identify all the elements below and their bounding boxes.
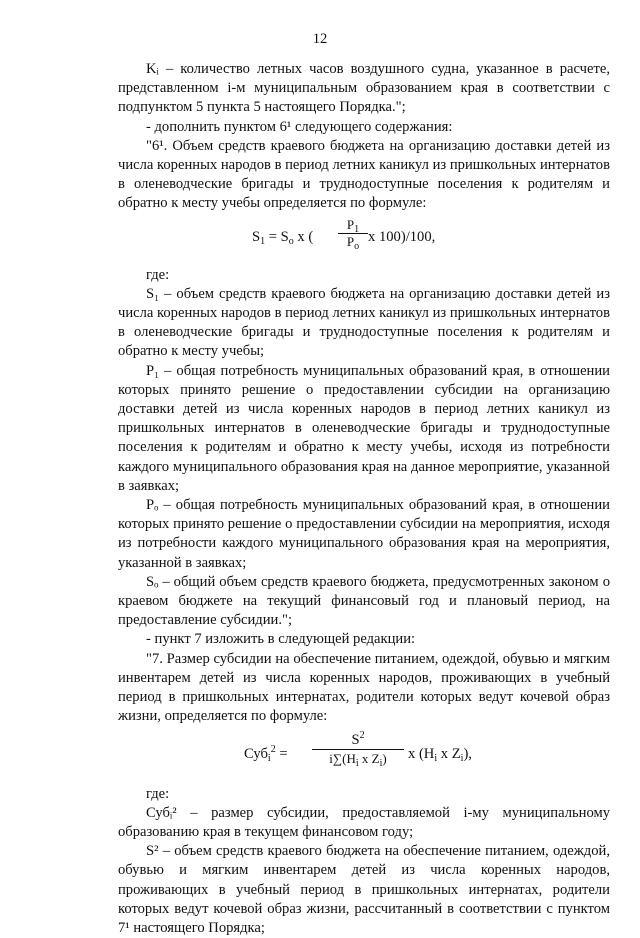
formula-sub-rhs: x ($H_i$ x $Z_i$), [408,745,472,764]
paragraph-s1-definition: S₁ – объем средств краевого бюджета на организацию доставки детей из числа коренных народов в период летних каникул из пришкольных интернатов в оленеводческие бригады и труднодоступные поселения к родителям и обратно к месту учебы; [118,285,610,360]
paragraph-clause-7-edit: - пункт 7 изложить в следующей редакции: [146,631,416,648]
fraction-denominator: $i\sum(H_i$ x $Z_i$) [329,750,387,769]
formula-s1-lhs: $S_1 = S_o$ x ( [252,228,314,247]
fraction-denominator: $P_o$ [346,233,360,252]
fraction-numerator: $S^2$ [351,729,365,748]
paragraph-k-definition: Kᵢ – количество летных часов воздушного судна, указанное в расчете, представленном i-м муниципальным образованием края в соответствии с подпунктом 5 пункта 5 настоящего Порядка."; [118,61,610,116]
paragraph-sub-definition: Субᵢ² – размер субсидии, предоставляемой i-му муниципальному образованию края в текущем финансовом году; [118,804,610,840]
formula-sub [118,727,610,785]
paragraph-clause-7: "7. Размер субсидии на обеспечение питанием, одеждой, обувью и мягким инвентарем детей из числа коренных народов, проживающих в учебный период в пришкольных интернатах, родители которых ведут кочевой образ жизни, определяется по формуле: [118,650,610,725]
page-number: 12 [312,31,328,47]
formula-sub-lhs: Суб$_i^2$ = [244,743,288,764]
paragraph-p1-definition: P₁ – общая потребность муниципальных образований края, в отношении которых принято решение о предоставлении субсидии на организацию доставки детей из числа коренных народов в период летних каникул из пришкольных интернатов в оленеводческие бригады и труднодоступные поселения к родителям и обратно к месту учебы, исходя из потребности каждого муниципального образования края на данное мероприятие, указанной в заявках; [118,362,610,494]
paragraph-clause-6-1: "6¹. Объем средств краевого бюджета на организацию доставки детей из числа коренных народов в период летних каникул из пришкольных интернатов в оленеводческие бригады и труднодоступные поселения к родителям и обратно к месту учебы определяется по формуле: [118,137,610,212]
paragraph-po-definition: Pₒ – общая потребность муниципальных образований края, в отношении которых принято решение о предоставлении субсидии на мероприятия, исходя из потребности каждого муниципального образования края на мероприятия, указанной в заявках; [118,497,610,571]
formula-sub-fraction [312,731,404,768]
formula-s1-tail: x 100)/100, [368,228,436,245]
document-body [118,60,610,938]
paragraph-so-definition: Sₒ – общий объем средств краевого бюджета, предусмотренных законом о краевом бюджете на текущий финансовый год и плановый период, на предоставление субсидии."; [118,573,610,629]
formula-s1 [118,214,610,266]
paragraph-add-clause: - дополнить пунктом 6¹ следующего содержания: [146,118,453,135]
formula-s1-fraction [336,217,370,250]
paragraph-where-2: где: [146,785,170,802]
paragraph-s2-definition: S² – объем средств краевого бюджета на обеспечение питанием, одеждой, обувью и мягким инвентарем детей из числа коренных народов, проживающих в учебный период в пришкольных интернатах, родители которых ведут кочевой образ жизни, рассчитанный в соответствии с пунктом 7¹ настоящего Порядка; [118,843,610,936]
fraction-numerator: $P_1$ [346,216,360,235]
paragraph-where-1: где: [146,266,170,283]
